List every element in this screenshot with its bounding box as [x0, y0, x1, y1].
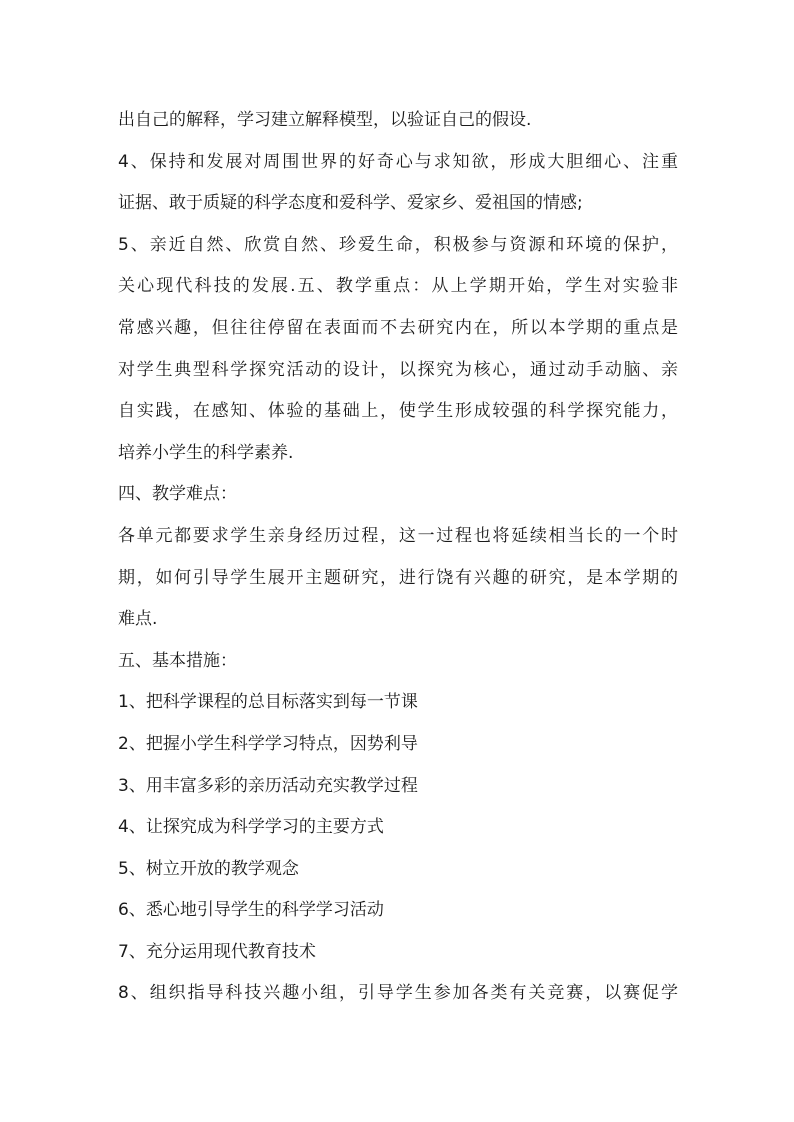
text-line: 出自己的解释，学习建立解释模型，以验证自己的假设.	[118, 110, 532, 130]
list-item: 5、树立开放的教学观念	[118, 858, 299, 879]
list-item: 2、把握小学生科学学习特点，因势利导	[118, 733, 418, 754]
text-line: 期，如何引导学生展开主题研究，进行饶有兴趣的研究，是本学期的	[118, 567, 678, 588]
text-line: 培养小学生的科学素养.	[118, 442, 294, 463]
text-line: 各单元都要求学生亲身经历过程，这一过程也将延续相当长的一个时	[118, 525, 678, 546]
list-item: 8、组织指导科技兴趣小组，引导学生参加各类有关竞赛，以赛促学	[118, 983, 678, 1004]
list-item: 6、悉心地引导学生的科学学习活动	[118, 900, 384, 921]
list-item: 4、让探究成为科学学习的主要方式	[118, 817, 384, 838]
list-item: 3、用丰富多彩的亲历活动充实教学过程	[118, 775, 418, 796]
list-item: 7、充分运用现代教育技术	[118, 941, 316, 962]
list-item: 1、把科学课程的总目标落实到每一节课	[118, 692, 418, 713]
text-line: 常感兴趣，但往往停留在表面而不去研究内在，所以本学期的重点是	[118, 317, 678, 338]
text-line: 难点.	[118, 609, 158, 630]
text-line: 证据、敢于质疑的科学态度和爱科学、爱家乡、爱祖国的情感;	[118, 193, 583, 214]
text-line: 5、亲近自然、欣赏自然、珍爱生命，积极参与资源和环境的保护，	[118, 234, 678, 255]
section-heading: 四、教学难点：	[118, 484, 237, 505]
document-body	[118, 100, 678, 1015]
text-line: 关心现代科技的发展.五、教学重点：从上学期开始，学生对实验非	[118, 276, 678, 297]
text-line: 4、保持和发展对周围世界的好奇心与求知欲，形成大胆细心、注重	[118, 151, 678, 172]
text-line: 对学生典型科学探究活动的设计，以探究为核心，通过动手动脑、亲	[118, 359, 678, 380]
text-line: 自实践，在感知、体验的基础上，使学生形成较强的科学探究能力，	[118, 401, 678, 422]
section-heading: 五、基本措施：	[118, 650, 237, 671]
